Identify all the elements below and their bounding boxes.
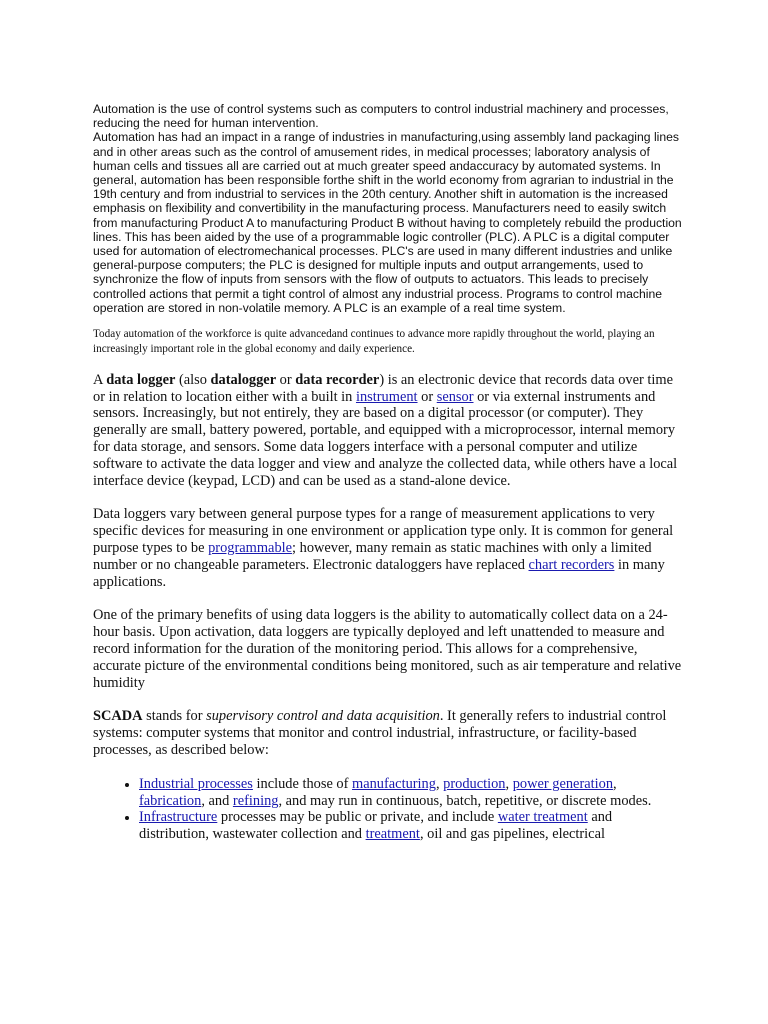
text-span: (also xyxy=(175,371,211,388)
text-span: stands for xyxy=(142,708,207,725)
water-treatment-link[interactable]: water treatment xyxy=(497,809,588,826)
text-span: , xyxy=(435,775,444,792)
production-link[interactable]: production xyxy=(443,775,506,792)
industrial-processes-link[interactable]: Industrial processes xyxy=(139,775,253,792)
infrastructure-link[interactable]: Infrastructure xyxy=(139,809,218,826)
instrument-link[interactable]: instrument xyxy=(355,388,418,405)
chart-recorders-link[interactable]: chart recorders xyxy=(528,556,615,573)
power-generation-link[interactable]: power generation xyxy=(512,775,614,792)
text-span: and distribution, wastewater collection and xyxy=(139,809,613,843)
term-datalogger: datalogger xyxy=(210,371,277,388)
text-span: , and xyxy=(201,792,233,809)
document-page xyxy=(93,102,683,843)
datalogger-benefits-paragraph: One of the primary benefits of using data loggers is the ability to automatically collect data on a 24-hour basis. Upon activation, data loggers are typically deployed and left unattended to measure and record information for the duration of the monitoring period. This allows for a comprehensive, accurate picture of the environmental conditions being monitored, such as air temperature and relative humidity xyxy=(93,607,682,691)
automation-today-paragraph: Today automation of the workforce is quite advancedand continues to advance more rapidly throughout the world, playing an increasingly important role in the global economy and daily experience. xyxy=(93,328,655,356)
treatment-link[interactable]: treatment xyxy=(365,826,420,843)
term-data-logger: data logger xyxy=(106,371,176,388)
text-span: or xyxy=(276,371,296,388)
text-span: processes may be public or private, and include xyxy=(217,809,498,826)
scada-process-list xyxy=(93,776,683,843)
text-span: . It generally refers to industrial control systems: computer systems that monitor and control industrial, infrastructure, or facility-based processes, as described below: xyxy=(93,708,667,758)
scada-expansion: supervisory control and data acquisition xyxy=(206,708,440,725)
datalogger-types-paragraph xyxy=(93,506,683,590)
list-item-industrial-processes xyxy=(139,776,683,810)
text-span: Data loggers vary between general purpose types for a range of measurement applications to very specific devices for measuring in one environment or application type only. It is common for general purpose types to be xyxy=(93,506,674,557)
term-scada: SCADA xyxy=(93,708,143,725)
manufacturing-link[interactable]: manufacturing xyxy=(352,775,436,792)
text-span: , and may run in continuous, batch, repetitive, or discrete modes. xyxy=(278,792,652,809)
automation-intro-paragraph: Automation is the use of control systems such as computers to control industrial machinery and processes, reducing the need for human intervention. xyxy=(93,102,669,131)
fabrication-link[interactable]: fabrication xyxy=(139,792,202,809)
sensor-link[interactable]: sensor xyxy=(436,388,474,405)
text-span: , xyxy=(613,775,617,792)
text-span: in many applications. xyxy=(93,556,665,590)
text-span: or via external instruments and sensors. Increasingly, but not entirely, they are based on a digital processor (or computer). They generally are small, battery powered, portable, and equipped with a microprocessor, internal memory for data storage, and sensors. Some data loggers interface with a personal computer and utilize software to activate the data logger and view and analyze the collected data, while others have a local interface device (keypad, LCD) and can be used as a stand-alone device. xyxy=(93,388,678,489)
automation-impact-paragraph: Automation has had an impact in a range of industries in manufacturing,using assembly land packaging lines and in other areas such as the control of amusement rides, in medical processes; laboratory analysis of human cells and tissues all are carried out at much greater speed andaccuracy by automated systems. In general, automation has been responsible forthe shift in the world economy from agrarian to industrial in the 19th century and from industrial to services in the 20th century. Another shift in automation is the increased emphasis on flexibility and convertibility in the manufacturing process. Manufacturers need to easily switch from manufacturing Product A to manufacturing Product B without having to completely rebuild the production lines. This has been aided by the use of a programmable logic controller (PLC). A PLC is a digital computer used for automation of electromechanical processes. PLC's are used in many different industries and unlike general-purpose computers; the PLC is designed for multiple inputs and output arrangements, used to synchronize the flow of inputs from sensors with the flow of outputs to actuators. This leads to precisely controlled actions that permit a tight control of almost any industrial process. Programs to control machine operation are stored in non-volatile memory. A PLC is an example of a real time system. xyxy=(93,130,682,315)
text-span: ) is an electronic device that records data over time or in relation to location either with a built in xyxy=(93,371,673,405)
programmable-link[interactable]: programmable xyxy=(208,540,293,557)
text-span: , xyxy=(505,775,513,792)
text-span: A xyxy=(93,371,107,388)
text-span: or xyxy=(417,388,437,405)
text-span: , oil and gas pipelines, electrical xyxy=(419,826,605,843)
term-data-recorder: data recorder xyxy=(295,371,380,388)
text-span: ; however, many remain as static machines with only a limited number or no changeable parameters. Electronic dataloggers have replaced xyxy=(93,540,652,573)
scada-definition-paragraph xyxy=(93,708,683,758)
refining-link[interactable]: refining xyxy=(232,792,279,809)
list-item-infrastructure xyxy=(139,809,683,843)
datalogger-definition-paragraph xyxy=(93,372,683,490)
text-span: include those of xyxy=(252,775,353,792)
